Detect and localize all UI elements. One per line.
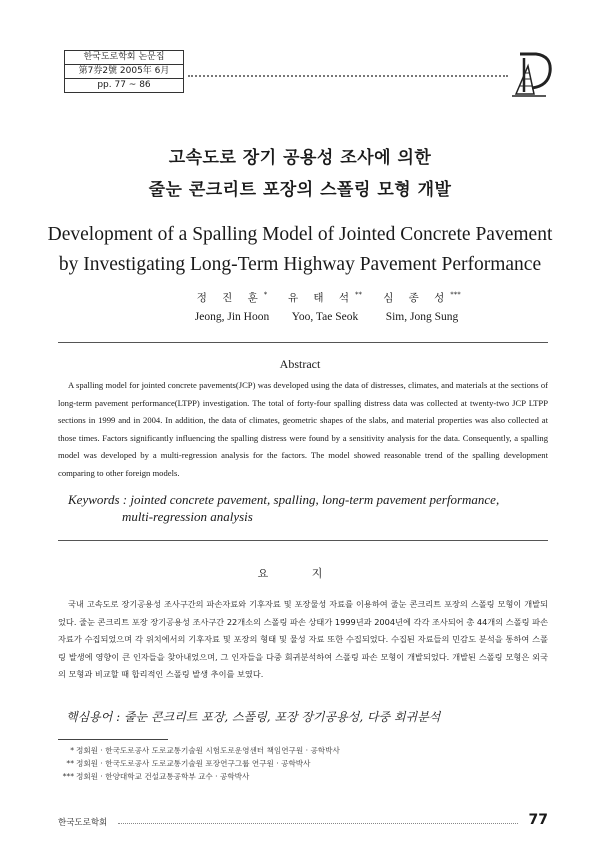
- footnote-1: [58, 744, 548, 757]
- page-number: 77: [528, 812, 548, 828]
- author-3-mark: ***: [450, 290, 461, 299]
- author-1-mark: *: [263, 290, 268, 299]
- author-3-korean: 심 종 성: [383, 292, 451, 304]
- footnote-3: [58, 770, 548, 783]
- english-title-line-2: by Investigating Long-Term Highway Pavement Performance: [58, 254, 542, 275]
- summary-heading: 요 지: [257, 567, 343, 580]
- english-title-line-1: Development of a Spalling Model of Jointed Concrete Pavement: [47, 224, 553, 245]
- footnote-2: [58, 757, 548, 770]
- author-3-english: Sim, Jong Sung: [385, 311, 459, 323]
- journal-issue: 第7券2號 2005年 6月: [65, 65, 183, 79]
- abstract-heading: Abstract: [279, 357, 321, 371]
- footnote-rule: [58, 739, 168, 740]
- footnote-3-text: 정회원 · 한양대학교 건설교통공학부 교수 · 공학박사: [76, 772, 250, 781]
- footnote-2-text: 정회원 · 한국도로공사 도로교통기술원 포장연구그룹 연구원 · 공학박사: [76, 759, 311, 768]
- author-3: [347, 290, 497, 323]
- summary-text: 국내 고속도로 장기공용성 조사구간의 파손자료와 기후자료 및 포장물성 자료를 이용하여 줄눈 콘크리트 포장의 스폴링 모형이 개발되었다. 줄눈 콘크리트 포장 장기공용성 조사구간 22개소의 스폴링 파손 상태가 1999년과 2004년에 각각 조사되어 총 44개의 스폴링 파손 자료가 수집되었으며 각 위치에서의 기후자료 및 포장의 형태 및 물성 자료 또한 수집되었다. 수집된 자료들의 민감도 분석을 통하여 스폴링 발생에 영향이 큰 인자들을 찾아내었으며, 그 인자들을 다중 회귀분석하여 스폴링 파손 모형이 개발되었다. 개발된 스폴링 모형은 외국의 모형과 비교할 때 합리적인 스폴링 발생 추이를 보였다.: [58, 599, 548, 680]
- journal-info-box: [64, 50, 184, 93]
- author-2-mark: **: [355, 290, 363, 299]
- author-2-english: Yoo, Tae Seok: [291, 311, 359, 323]
- page-footer: [58, 814, 548, 830]
- footer-dotted-line: [118, 823, 518, 824]
- footnote-3-mark: ***: [62, 772, 74, 781]
- journal-pages: pp. 77 ~ 86: [97, 80, 151, 90]
- keywords-line-1: jointed concrete pavement, spalling, long-term pavement performance,: [130, 492, 500, 507]
- footer-society-name: 한국도로학회: [58, 818, 108, 828]
- abstract-text: A spalling model for jointed concrete pavements(JCP) was developed using the data of distresses, climates, and materials at the sections of long-term pavement performance(LTPP) investigation. The total of forty-four spalling distress data was collected at twenty-two JCP LTPP sections in 1999 and in 2004. In addition, the data of climates, geometric shapes of the slabs, and material properties was also collected at those times. Factors significantly influencing the spalling distress were found by a sensitivity analysis for the data. Consequently, a spalling model was developed by a multi-regression analysis for the factors. The model showed reasonable trend of the spalling development comparing to other foreign models.: [58, 380, 548, 478]
- keywords-label: Keywords :: [68, 492, 128, 507]
- journal-name: 한국도로학회 논문집: [65, 51, 183, 65]
- keywords: [68, 491, 548, 525]
- korean-keywords: 핵심용어 : 줄눈 콘크리트 포장, 스폴링, 포장 장기공용성, 다중 회귀분석: [66, 710, 441, 724]
- author-1-korean: 정 진 훈: [196, 292, 264, 304]
- author-1-english: Jeong, Jin Hoon: [194, 311, 270, 323]
- footnotes: [58, 744, 548, 783]
- abstract-top-rule: [58, 342, 548, 343]
- keywords-line-2: multi-regression analysis: [122, 509, 253, 524]
- society-logo-icon: [506, 46, 552, 100]
- korean-title-line-2: 줄눈 콘크리트 포장의 스폴링 모형 개발: [148, 180, 452, 200]
- author-2-korean: 유 태 석: [287, 292, 356, 304]
- header-dotted-line: [188, 75, 508, 77]
- footnote-1-mark: *: [70, 746, 74, 755]
- summary-top-rule: [58, 540, 548, 541]
- korean-title-line-1: 고속도로 장기 공용성 조사에 의한: [168, 148, 432, 168]
- footnote-1-text: 정회원 · 한국도로공사 도로교통기술원 시험도로운영센터 책임연구원 · 공학박사: [76, 746, 340, 755]
- footnote-2-mark: **: [66, 759, 74, 768]
- author-list: [0, 290, 600, 330]
